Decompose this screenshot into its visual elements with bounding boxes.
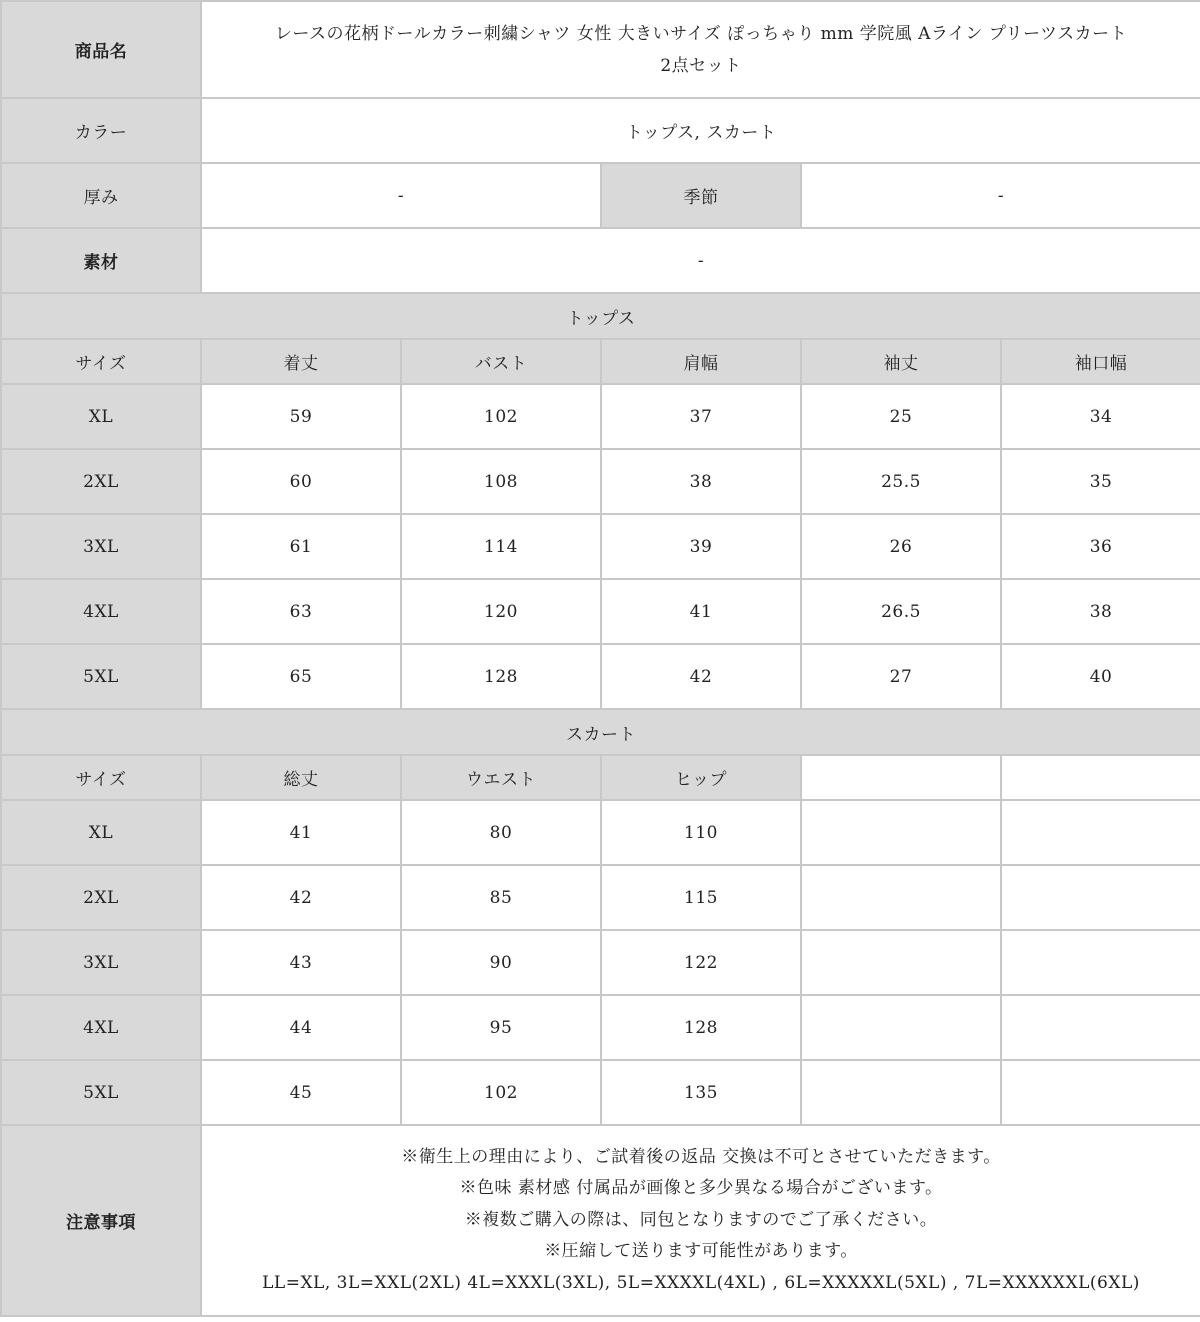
skirt-size-cell: 5XL [1,1060,201,1125]
tops-cell: 65 [201,644,401,709]
skirt-cell: 95 [401,995,601,1060]
skirt-col-header: ヒップ [601,755,801,800]
notes-content [201,1125,1200,1316]
tops-row [1,514,1200,579]
tops-cell: 34 [1001,384,1200,449]
tops-cell: 38 [1001,579,1200,644]
tops-cell: 26.5 [801,579,1001,644]
tops-size-cell: 3XL [1,514,201,579]
tops-cell: 60 [201,449,401,514]
skirt-cell: 43 [201,930,401,995]
empty-cell [1001,995,1200,1060]
skirt-cell: 45 [201,1060,401,1125]
season-value: - [801,163,1200,228]
tops-cell: 59 [201,384,401,449]
note-line: LL=XL, 3L=XXL(2XL) 4L=XXXL(3XL), 5L=XXXXL(4XL) , 6L=XXXXXL(5XL) , 7L=XXXXXXL(6XL) [262,1272,1140,1293]
product-name-line-2: 2点セット [660,55,742,76]
skirt-cell: 102 [401,1060,601,1125]
empty-cell [801,800,1001,865]
tops-size-header: サイズ [1,339,201,384]
tops-cell: 63 [201,579,401,644]
skirt-row [1,1060,1200,1125]
tops-section-row [1,293,1200,339]
tops-cell: 108 [401,449,601,514]
note-line: ※複数ご購入の際は、同包となりますのでご了承ください。 [464,1209,938,1230]
skirt-col-header: ウエスト [401,755,601,800]
skirt-cell: 115 [601,865,801,930]
tops-row [1,384,1200,449]
skirt-cell: 80 [401,800,601,865]
empty-cell [801,995,1001,1060]
skirt-row [1,865,1200,930]
tops-row [1,644,1200,709]
skirt-size-cell: 3XL [1,930,201,995]
tops-cell: 102 [401,384,601,449]
skirt-cell: 41 [201,800,401,865]
empty-cell [1001,865,1200,930]
empty-cell [1001,1060,1200,1125]
tops-cell: 36 [1001,514,1200,579]
skirt-section-row [1,709,1200,755]
thickness-label: 厚み [1,163,201,228]
skirt-col-header: 総丈 [201,755,401,800]
material-value: - [201,228,1200,293]
tops-col-header: 袖丈 [801,339,1001,384]
skirt-cell: 42 [201,865,401,930]
skirt-header-row [1,755,1200,800]
material-label: 素材 [1,228,201,293]
product-name-value [201,1,1200,98]
tops-cell: 25 [801,384,1001,449]
skirt-size-cell: 4XL [1,995,201,1060]
skirt-size-cell: XL [1,800,201,865]
notes-label: 注意事項 [1,1125,201,1316]
product-name-line-1: レースの花柄ドールカラー刺繍シャツ 女性 大きいサイズ ぽっちゃり mm 学院風 Aライン プリーツスカート [274,23,1128,44]
tops-cell: 25.5 [801,449,1001,514]
skirt-cell: 122 [601,930,801,995]
product-name-label: 商品名 [1,1,201,98]
tops-cell: 40 [1001,644,1200,709]
empty-cell [801,755,1001,800]
tops-col-header: 肩幅 [601,339,801,384]
tops-cell: 120 [401,579,601,644]
tops-cell: 35 [1001,449,1200,514]
skirt-size-cell: 2XL [1,865,201,930]
tops-size-cell: 2XL [1,449,201,514]
skirt-size-header: サイズ [1,755,201,800]
tops-col-header: バスト [401,339,601,384]
empty-cell [1001,800,1200,865]
skirt-row [1,800,1200,865]
tops-cell: 61 [201,514,401,579]
empty-cell [1001,930,1200,995]
empty-cell [801,865,1001,930]
season-label: 季節 [601,163,801,228]
tops-col-header: 袖口幅 [1001,339,1200,384]
tops-section-title: トップス [1,293,1200,339]
tops-row [1,579,1200,644]
tops-header-row [1,339,1200,384]
note-line: ※衛生上の理由により、ご試着後の返品 交換は不可とさせていただきます。 [401,1146,1001,1167]
skirt-cell: 44 [201,995,401,1060]
empty-cell [1001,755,1200,800]
tops-col-header: 着丈 [201,339,401,384]
thickness-season-row [1,163,1200,228]
notes-row [1,1125,1200,1316]
tops-cell: 38 [601,449,801,514]
tops-cell: 39 [601,514,801,579]
skirt-cell: 110 [601,800,801,865]
skirt-cell: 135 [601,1060,801,1125]
note-line: ※色味 素材感 付属品が画像と多少異なる場合がございます。 [459,1178,943,1199]
tops-cell: 26 [801,514,1001,579]
tops-size-cell: 4XL [1,579,201,644]
tops-cell: 42 [601,644,801,709]
note-line: ※圧縮して送ります可能性があります。 [544,1241,858,1262]
skirt-row [1,995,1200,1060]
skirt-cell: 85 [401,865,601,930]
tops-row [1,449,1200,514]
tops-size-cell: 5XL [1,644,201,709]
color-label: カラー [1,98,201,163]
color-value: トップス, スカート [201,98,1200,163]
product-name-row [1,1,1200,98]
tops-cell: 128 [401,644,601,709]
tops-size-cell: XL [1,384,201,449]
color-row [1,98,1200,163]
tops-cell: 27 [801,644,1001,709]
empty-cell [801,930,1001,995]
skirt-cell: 90 [401,930,601,995]
tops-cell: 41 [601,579,801,644]
thickness-value: - [201,163,601,228]
skirt-section-title: スカート [1,709,1200,755]
skirt-cell: 128 [601,995,801,1060]
tops-cell: 114 [401,514,601,579]
empty-cell [801,1060,1001,1125]
skirt-row [1,930,1200,995]
tops-cell: 37 [601,384,801,449]
material-row [1,228,1200,293]
